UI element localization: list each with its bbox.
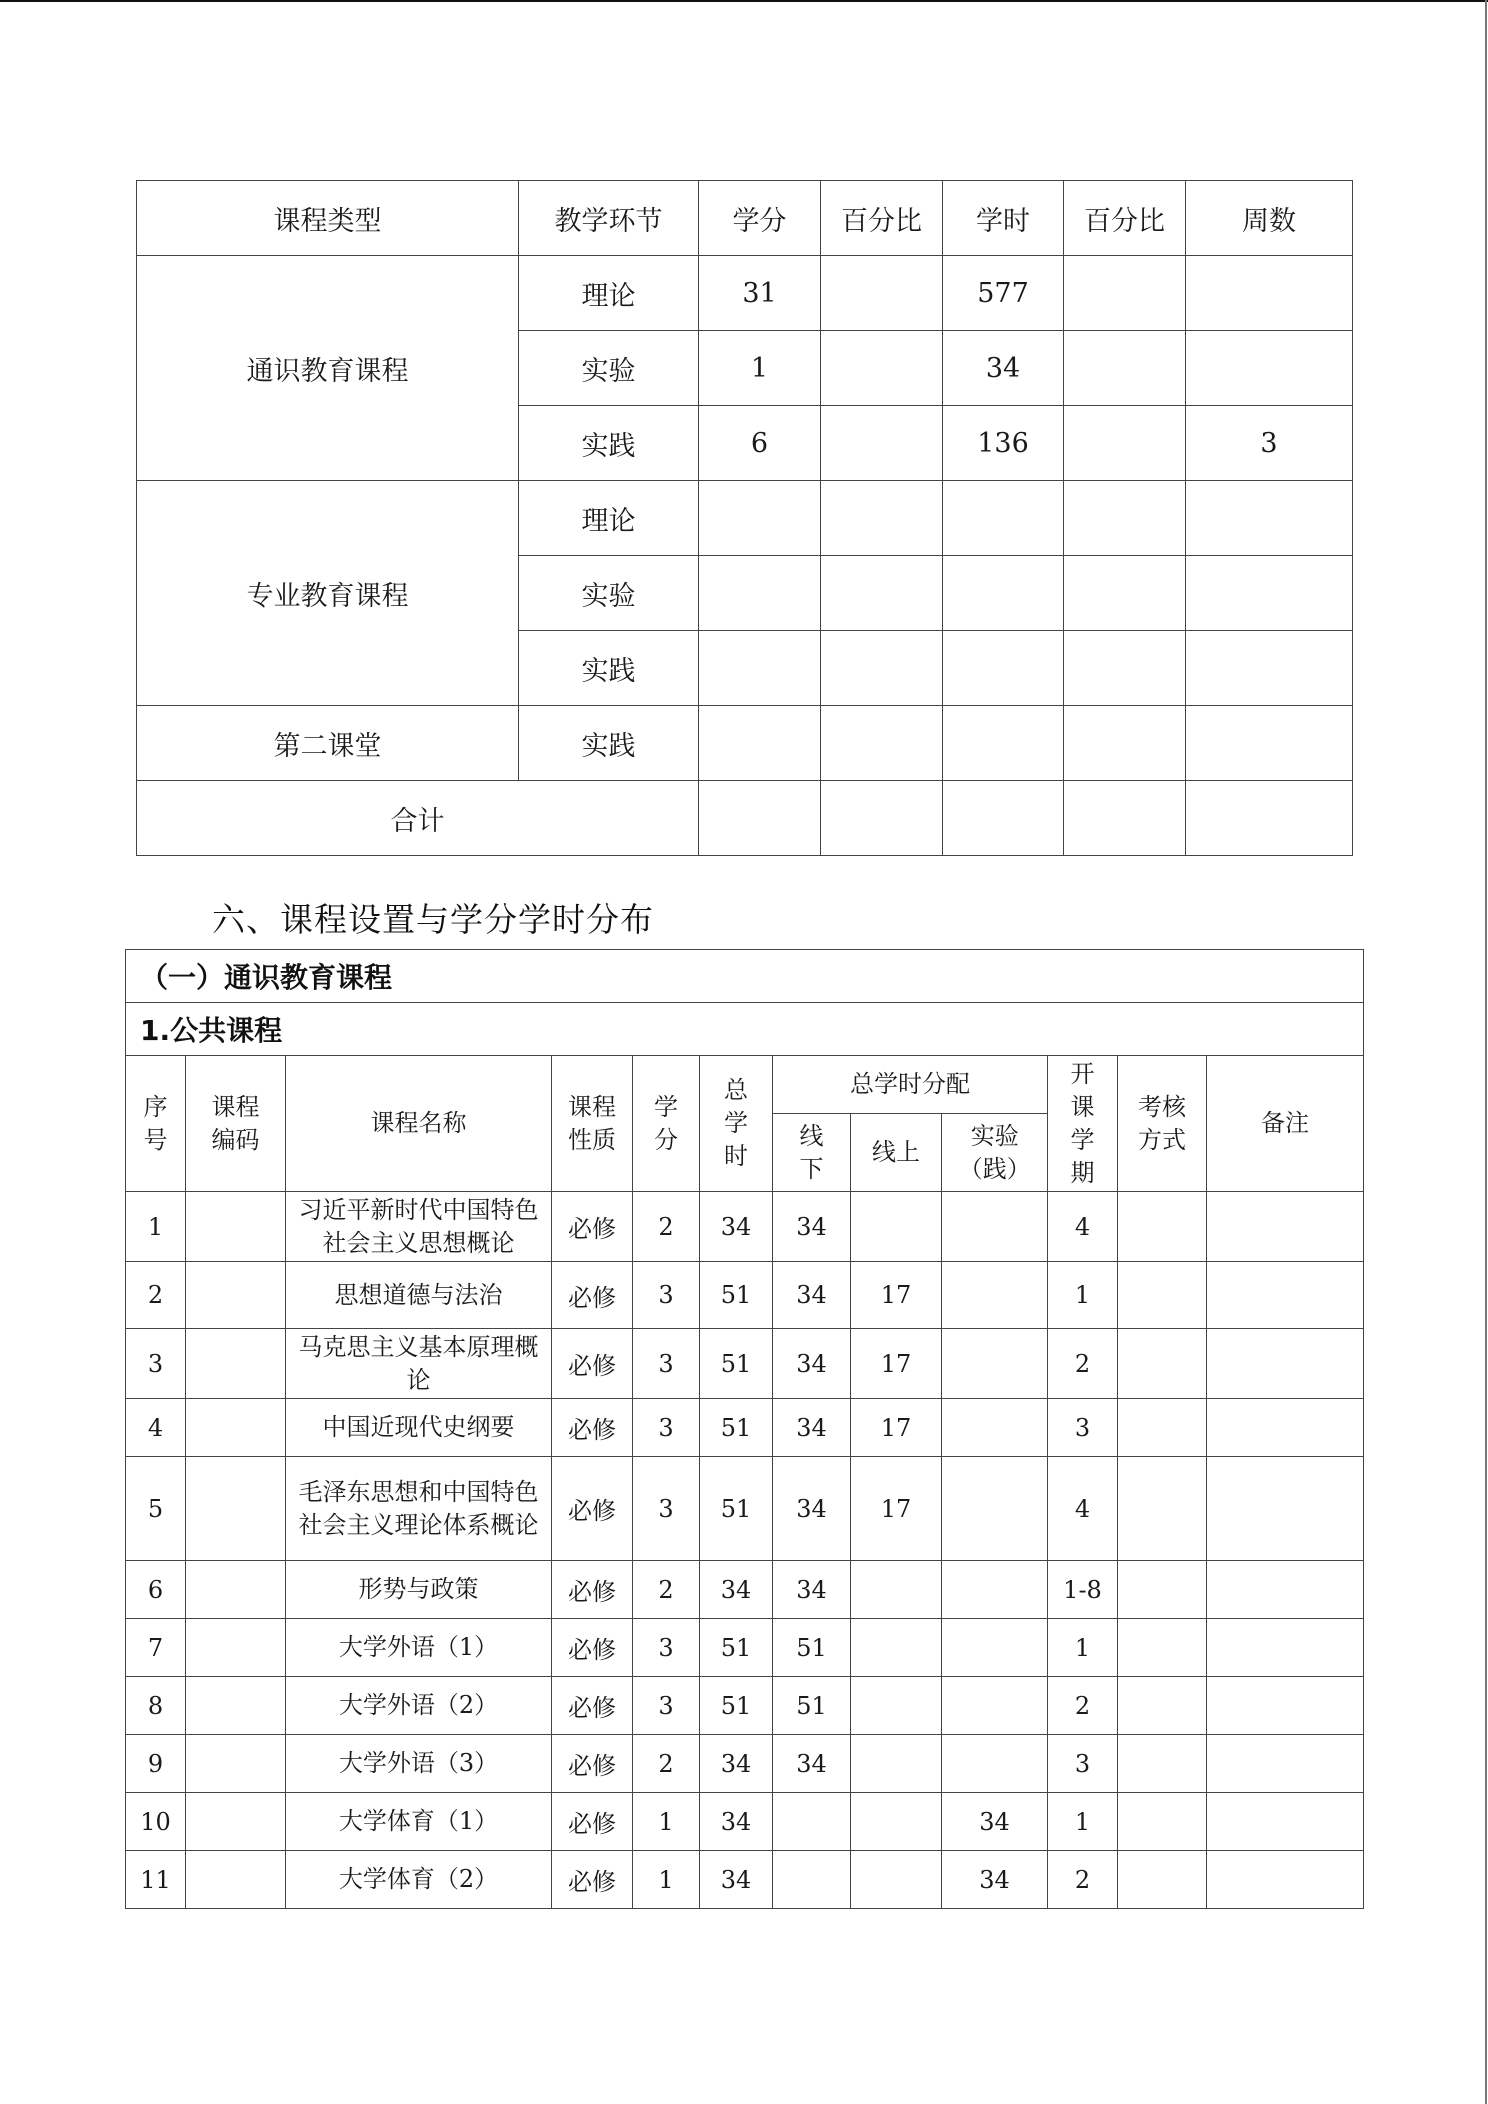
header-online: 线上 bbox=[851, 1114, 942, 1192]
course-seq-cell: 11 bbox=[126, 1851, 186, 1909]
hours-cell bbox=[943, 631, 1064, 706]
course-credits-cell: 2 bbox=[633, 1735, 700, 1793]
course-name-cell: 中国近现代史纲要 bbox=[286, 1399, 552, 1457]
course-nature-cell: 必修 bbox=[552, 1619, 633, 1677]
total-label: 合计 bbox=[137, 781, 699, 856]
summary-row bbox=[137, 706, 1353, 781]
course-assessment-cell bbox=[1118, 1619, 1207, 1677]
weeks-cell bbox=[1186, 706, 1353, 781]
header-credit-pct: 百分比 bbox=[821, 181, 943, 256]
course-credits-cell: 3 bbox=[633, 1399, 700, 1457]
course-online-cell bbox=[851, 1735, 942, 1793]
header-seq: 序号 bbox=[126, 1056, 186, 1192]
course-seq-cell: 1 bbox=[126, 1192, 186, 1262]
course-practice-cell bbox=[942, 1735, 1048, 1793]
course-total-hours-cell: 51 bbox=[700, 1457, 773, 1561]
course-name-cell: 大学外语（3） bbox=[286, 1735, 552, 1793]
header-assessment: 考核方式 bbox=[1118, 1056, 1207, 1192]
course-semester-cell: 4 bbox=[1048, 1192, 1118, 1262]
credit-pct-cell bbox=[821, 481, 943, 556]
header-remarks: 备注 bbox=[1207, 1056, 1364, 1192]
credit-summary-table bbox=[136, 180, 1353, 856]
course-credits-cell: 2 bbox=[633, 1561, 700, 1619]
course-practice-cell: 34 bbox=[942, 1793, 1048, 1851]
course-offline-cell: 34 bbox=[773, 1262, 851, 1329]
course-credits-cell: 3 bbox=[633, 1457, 700, 1561]
course-seq-cell: 5 bbox=[126, 1457, 186, 1561]
course-credits-cell: 3 bbox=[633, 1677, 700, 1735]
hour-pct-cell bbox=[1064, 256, 1186, 331]
course-type-cell: 通识教育课程 bbox=[137, 256, 519, 481]
header-code: 课程编码 bbox=[186, 1056, 286, 1192]
credit-pct-cell bbox=[821, 406, 943, 481]
course-credits-cell: 2 bbox=[633, 1192, 700, 1262]
header-distribution: 总学时分配 bbox=[773, 1056, 1048, 1114]
course-type-cell: 第二课堂 bbox=[137, 706, 519, 781]
course-code-cell bbox=[186, 1735, 286, 1793]
course-online-cell bbox=[851, 1561, 942, 1619]
course-total-hours-cell: 51 bbox=[700, 1262, 773, 1329]
course-offline-cell: 34 bbox=[773, 1457, 851, 1561]
course-remarks-cell bbox=[1207, 1457, 1364, 1561]
hours-cell bbox=[943, 706, 1064, 781]
course-online-cell bbox=[851, 1192, 942, 1262]
course-assessment-cell bbox=[1118, 1677, 1207, 1735]
course-row bbox=[126, 1619, 1364, 1677]
course-seq-cell: 9 bbox=[126, 1735, 186, 1793]
course-row bbox=[126, 1192, 1364, 1262]
course-row bbox=[126, 1851, 1364, 1909]
segment-cell: 理论 bbox=[519, 481, 699, 556]
credits-cell bbox=[699, 631, 821, 706]
segment-cell: 实践 bbox=[519, 706, 699, 781]
subcategory-title: 1.公共课程 bbox=[126, 1003, 1364, 1056]
course-nature-cell: 必修 bbox=[552, 1457, 633, 1561]
hour-pct-cell bbox=[1064, 331, 1186, 406]
course-nature-cell: 必修 bbox=[552, 1677, 633, 1735]
header-name: 课程名称 bbox=[286, 1056, 552, 1192]
credit-pct-cell bbox=[821, 706, 943, 781]
weeks-cell bbox=[1186, 631, 1353, 706]
course-seq-cell: 6 bbox=[126, 1561, 186, 1619]
course-offline-cell: 51 bbox=[773, 1619, 851, 1677]
course-offline-cell: 34 bbox=[773, 1329, 851, 1399]
course-semester-cell: 1 bbox=[1048, 1262, 1118, 1329]
course-row bbox=[126, 1399, 1364, 1457]
course-nature-cell: 必修 bbox=[552, 1329, 633, 1399]
course-total-hours-cell: 51 bbox=[700, 1619, 773, 1677]
total-credit-pct-cell bbox=[821, 781, 943, 856]
course-code-cell bbox=[186, 1677, 286, 1735]
hour-pct-cell bbox=[1064, 556, 1186, 631]
total-hours-cell bbox=[943, 781, 1064, 856]
course-practice-cell: 34 bbox=[942, 1851, 1048, 1909]
credits-cell bbox=[699, 706, 821, 781]
header-total-hours: 总学时 bbox=[700, 1056, 773, 1192]
summary-total-row bbox=[137, 781, 1353, 856]
course-seq-cell: 10 bbox=[126, 1793, 186, 1851]
header-offline: 线下 bbox=[773, 1114, 851, 1192]
header-segment: 教学环节 bbox=[519, 181, 699, 256]
course-seq-cell: 3 bbox=[126, 1329, 186, 1399]
header-course-type: 课程类型 bbox=[137, 181, 519, 256]
course-row bbox=[126, 1735, 1364, 1793]
course-online-cell bbox=[851, 1619, 942, 1677]
course-nature-cell: 必修 bbox=[552, 1192, 633, 1262]
course-online-cell bbox=[851, 1677, 942, 1735]
segment-cell: 实验 bbox=[519, 556, 699, 631]
course-assessment-cell bbox=[1118, 1192, 1207, 1262]
course-online-cell bbox=[851, 1851, 942, 1909]
total-credits-cell bbox=[699, 781, 821, 856]
section-heading: 六、课程设置与学分学时分布 bbox=[212, 900, 654, 939]
segment-cell: 实践 bbox=[519, 406, 699, 481]
course-semester-cell: 4 bbox=[1048, 1457, 1118, 1561]
course-row bbox=[126, 1561, 1364, 1619]
course-remarks-cell bbox=[1207, 1561, 1364, 1619]
course-assessment-cell bbox=[1118, 1329, 1207, 1399]
course-practice-cell bbox=[942, 1457, 1048, 1561]
total-hour-pct-cell bbox=[1064, 781, 1186, 856]
header-practice: 实验（践） bbox=[942, 1114, 1048, 1192]
course-credits-cell: 3 bbox=[633, 1619, 700, 1677]
course-online-cell: 17 bbox=[851, 1329, 942, 1399]
course-name-cell: 大学体育（1） bbox=[286, 1793, 552, 1851]
page-right-rule bbox=[1485, 0, 1487, 2104]
course-remarks-cell bbox=[1207, 1677, 1364, 1735]
course-nature-cell: 必修 bbox=[552, 1399, 633, 1457]
weeks-cell: 3 bbox=[1186, 406, 1353, 481]
segment-cell: 实验 bbox=[519, 331, 699, 406]
course-row bbox=[126, 1262, 1364, 1329]
course-online-cell: 17 bbox=[851, 1457, 942, 1561]
course-credits-cell: 1 bbox=[633, 1851, 700, 1909]
course-semester-cell: 1 bbox=[1048, 1619, 1118, 1677]
course-seq-cell: 8 bbox=[126, 1677, 186, 1735]
course-table bbox=[125, 949, 1364, 1909]
weeks-cell bbox=[1186, 331, 1353, 406]
course-total-hours-cell: 51 bbox=[700, 1399, 773, 1457]
course-code-cell bbox=[186, 1399, 286, 1457]
segment-cell: 理论 bbox=[519, 256, 699, 331]
weeks-cell bbox=[1186, 556, 1353, 631]
course-semester-cell: 2 bbox=[1048, 1851, 1118, 1909]
course-assessment-cell bbox=[1118, 1561, 1207, 1619]
header-hours: 学时 bbox=[943, 181, 1064, 256]
course-practice-cell bbox=[942, 1619, 1048, 1677]
course-remarks-cell bbox=[1207, 1329, 1364, 1399]
hour-pct-cell bbox=[1064, 706, 1186, 781]
course-code-cell bbox=[186, 1793, 286, 1851]
course-nature-cell: 必修 bbox=[552, 1561, 633, 1619]
course-name-cell: 大学外语（1） bbox=[286, 1619, 552, 1677]
course-assessment-cell bbox=[1118, 1793, 1207, 1851]
course-code-cell bbox=[186, 1329, 286, 1399]
course-credits-cell: 3 bbox=[633, 1329, 700, 1399]
hours-cell bbox=[943, 556, 1064, 631]
course-nature-cell: 必修 bbox=[552, 1793, 633, 1851]
course-practice-cell bbox=[942, 1677, 1048, 1735]
course-remarks-cell bbox=[1207, 1399, 1364, 1457]
credits-cell: 6 bbox=[699, 406, 821, 481]
course-seq-cell: 4 bbox=[126, 1399, 186, 1457]
weeks-cell bbox=[1186, 256, 1353, 331]
course-online-cell bbox=[851, 1793, 942, 1851]
course-row bbox=[126, 1677, 1364, 1735]
segment-cell: 实践 bbox=[519, 631, 699, 706]
course-name-cell: 大学体育（2） bbox=[286, 1851, 552, 1909]
course-nature-cell: 必修 bbox=[552, 1735, 633, 1793]
weeks-cell bbox=[1186, 481, 1353, 556]
course-name-cell: 毛泽东思想和中国特色社会主义理论体系概论 bbox=[286, 1457, 552, 1561]
hours-cell: 577 bbox=[943, 256, 1064, 331]
course-credits-cell: 3 bbox=[633, 1262, 700, 1329]
total-weeks-cell bbox=[1186, 781, 1353, 856]
course-seq-cell: 2 bbox=[126, 1262, 186, 1329]
course-remarks-cell bbox=[1207, 1619, 1364, 1677]
summary-header-row bbox=[137, 181, 1353, 256]
course-semester-cell: 2 bbox=[1048, 1329, 1118, 1399]
credits-cell: 1 bbox=[699, 331, 821, 406]
course-code-cell bbox=[186, 1561, 286, 1619]
course-name-cell: 大学外语（2） bbox=[286, 1677, 552, 1735]
course-name-cell: 习近平新时代中国特色社会主义思想概论 bbox=[286, 1192, 552, 1262]
credits-cell: 31 bbox=[699, 256, 821, 331]
course-total-hours-cell: 34 bbox=[700, 1735, 773, 1793]
hours-cell: 34 bbox=[943, 331, 1064, 406]
course-remarks-cell bbox=[1207, 1793, 1364, 1851]
course-nature-cell: 必修 bbox=[552, 1851, 633, 1909]
hours-cell bbox=[943, 481, 1064, 556]
course-total-hours-cell: 34 bbox=[700, 1561, 773, 1619]
course-code-cell bbox=[186, 1262, 286, 1329]
credit-pct-cell bbox=[821, 631, 943, 706]
credit-pct-cell bbox=[821, 331, 943, 406]
course-semester-cell: 3 bbox=[1048, 1735, 1118, 1793]
course-offline-cell: 51 bbox=[773, 1677, 851, 1735]
course-code-cell bbox=[186, 1619, 286, 1677]
course-assessment-cell bbox=[1118, 1735, 1207, 1793]
header-hour-pct: 百分比 bbox=[1064, 181, 1186, 256]
course-offline-cell: 34 bbox=[773, 1399, 851, 1457]
header-nature: 课程性质 bbox=[552, 1056, 633, 1192]
hour-pct-cell bbox=[1064, 406, 1186, 481]
page-top-rule bbox=[0, 0, 1488, 2]
course-row bbox=[126, 1329, 1364, 1399]
header-semester: 开课学期 bbox=[1048, 1056, 1118, 1192]
course-offline-cell: 34 bbox=[773, 1561, 851, 1619]
credit-pct-cell bbox=[821, 556, 943, 631]
hour-pct-cell bbox=[1064, 481, 1186, 556]
course-practice-cell bbox=[942, 1561, 1048, 1619]
course-credits-cell: 1 bbox=[633, 1793, 700, 1851]
hours-cell: 136 bbox=[943, 406, 1064, 481]
course-assessment-cell bbox=[1118, 1457, 1207, 1561]
course-semester-cell: 1 bbox=[1048, 1793, 1118, 1851]
credits-cell bbox=[699, 481, 821, 556]
hour-pct-cell bbox=[1064, 631, 1186, 706]
summary-row bbox=[137, 481, 1353, 556]
course-row bbox=[126, 1793, 1364, 1851]
course-practice-cell bbox=[942, 1329, 1048, 1399]
course-seq-cell: 7 bbox=[126, 1619, 186, 1677]
course-name-cell: 马克思主义基本原理概论 bbox=[286, 1329, 552, 1399]
course-header-row bbox=[126, 1056, 1364, 1114]
course-remarks-cell bbox=[1207, 1851, 1364, 1909]
course-type-cell: 专业教育课程 bbox=[137, 481, 519, 706]
course-name-cell: 思想道德与法治 bbox=[286, 1262, 552, 1329]
course-assessment-cell bbox=[1118, 1851, 1207, 1909]
course-assessment-cell bbox=[1118, 1399, 1207, 1457]
course-name-cell: 形势与政策 bbox=[286, 1561, 552, 1619]
course-remarks-cell bbox=[1207, 1735, 1364, 1793]
header-credits: 学分 bbox=[633, 1056, 700, 1192]
course-remarks-cell bbox=[1207, 1262, 1364, 1329]
course-online-cell: 17 bbox=[851, 1399, 942, 1457]
course-semester-cell: 1-8 bbox=[1048, 1561, 1118, 1619]
course-total-hours-cell: 51 bbox=[700, 1677, 773, 1735]
summary-row bbox=[137, 256, 1353, 331]
course-practice-cell bbox=[942, 1192, 1048, 1262]
course-remarks-cell bbox=[1207, 1192, 1364, 1262]
course-total-hours-cell: 34 bbox=[700, 1793, 773, 1851]
course-semester-cell: 3 bbox=[1048, 1399, 1118, 1457]
course-total-hours-cell: 34 bbox=[700, 1851, 773, 1909]
course-practice-cell bbox=[942, 1399, 1048, 1457]
course-offline-cell: 34 bbox=[773, 1192, 851, 1262]
credit-pct-cell bbox=[821, 256, 943, 331]
course-offline-cell: 34 bbox=[773, 1735, 851, 1793]
course-online-cell: 17 bbox=[851, 1262, 942, 1329]
course-nature-cell: 必修 bbox=[552, 1262, 633, 1329]
course-offline-cell bbox=[773, 1851, 851, 1909]
course-assessment-cell bbox=[1118, 1262, 1207, 1329]
course-total-hours-cell: 51 bbox=[700, 1329, 773, 1399]
course-code-cell bbox=[186, 1192, 286, 1262]
course-row bbox=[126, 1457, 1364, 1561]
category-title: （一）通识教育课程 bbox=[126, 950, 1364, 1003]
course-total-hours-cell: 34 bbox=[700, 1192, 773, 1262]
course-semester-cell: 2 bbox=[1048, 1677, 1118, 1735]
course-code-cell bbox=[186, 1851, 286, 1909]
course-code-cell bbox=[186, 1457, 286, 1561]
course-practice-cell bbox=[942, 1262, 1048, 1329]
course-offline-cell bbox=[773, 1793, 851, 1851]
credits-cell bbox=[699, 556, 821, 631]
header-credits: 学分 bbox=[699, 181, 821, 256]
header-weeks: 周数 bbox=[1186, 181, 1353, 256]
